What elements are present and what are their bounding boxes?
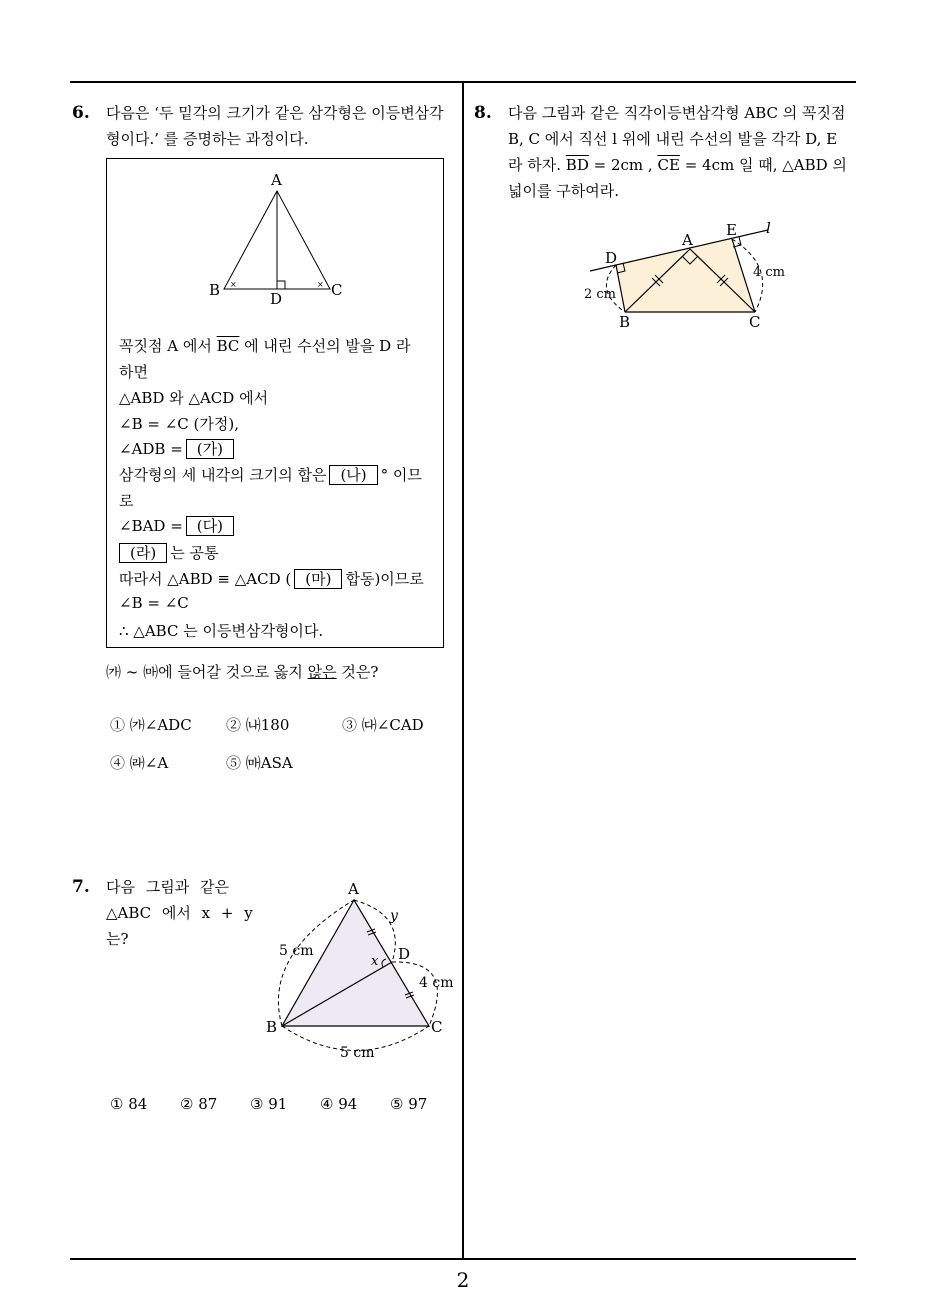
q6-text <box>106 100 444 152</box>
proof-line-9-post: 는 공통 <box>170 544 219 562</box>
q6-label-d: D <box>270 290 283 308</box>
q8-text-line2: B, C 에서 직선 l 위에 내린 수선의 발을 각각 D, E <box>508 130 838 148</box>
q6-right-angle-mark <box>277 281 285 289</box>
proof-line-10-pre: 따라서 △ABD ≡ △ACD ( <box>119 570 292 588</box>
bottom-rule <box>70 1258 856 1260</box>
proof-line-9 <box>119 542 218 563</box>
proof-line-1-post: 에 내린 수선의 발을 D 라 <box>244 337 411 355</box>
proof-line-5-pre: ∠ADB = <box>119 440 183 458</box>
q6-text-line2: 형이다.’ 를 증명하는 과정이다. <box>106 130 309 148</box>
q8-label-a: A <box>682 231 693 249</box>
blank-na: (나) <box>329 465 377 485</box>
q7-label-x: x <box>371 954 379 969</box>
proof-line-1-pre: 꼭짓점 A 에서 <box>119 337 212 355</box>
proof-line-10-post: 합동)이므로 <box>345 570 424 588</box>
segment-ce: $\overline{CE}$ <box>657 156 680 174</box>
q6-label-c: C <box>331 281 343 299</box>
q6-text-line1: 다음은 ‘두 밑각의 크기가 같은 삼각형은 이등변삼각 <box>106 104 444 122</box>
q8-label-c: C <box>749 313 761 331</box>
q7-choice-1[interactable]: ① 84 <box>110 1095 148 1113</box>
segment-bc: $\overline{BC}$ <box>216 337 240 355</box>
q6-choice-3[interactable]: ③ ㈐∠CAD <box>342 716 424 734</box>
blank-ma: (마) <box>294 569 342 589</box>
q6-question-pre: ㈎ ~ ㈒에 들어갈 것으로 옳지 <box>106 663 303 681</box>
q8-line3-mid1: = 2cm , <box>593 156 653 174</box>
q8-label-d: D <box>605 249 618 267</box>
proof-line-11: ∠B = ∠C <box>119 594 189 612</box>
q6-number: 6. <box>72 103 90 123</box>
q6-question <box>106 659 378 685</box>
q6-tick-c: × <box>317 280 324 289</box>
q7-label-y: y <box>390 908 398 924</box>
blank-ra: (라) <box>119 543 167 563</box>
page-number: 2 <box>456 1268 470 1292</box>
proof-line-4: ∠B = ∠C (가정), <box>119 415 239 433</box>
q7-label-a: A <box>348 880 359 898</box>
q8-label-b: B <box>619 313 631 331</box>
q8-text-line4: 넓이를 구하여라. <box>508 182 619 200</box>
proof-line-5 <box>119 439 237 459</box>
q6-choice-4[interactable]: ④ ㈑∠A <box>110 754 169 772</box>
q7-text-line1: 다음 그림과 같은 <box>106 878 229 896</box>
q7-text-line2: △ABC 에서 x + y <box>106 904 253 922</box>
q6-question-under: 않은 <box>307 663 337 681</box>
proof-line-10 <box>119 568 424 589</box>
q8-label-ce: 4 cm <box>753 265 786 280</box>
q6-label-b: B <box>209 281 221 299</box>
q6-tick-b: × <box>230 280 237 289</box>
proof-line-3: △ABD 와 △ACD 에서 <box>119 389 269 407</box>
proof-line-8-pre: ∠BAD = <box>119 517 183 535</box>
q7-number: 7. <box>72 877 90 897</box>
q8-text-line1: 다음 그림과 같은 직각이등변삼각형 ABC 의 꼭짓점 <box>508 104 846 122</box>
q6-question-post: 것은? <box>341 663 379 681</box>
q7-label-ab: 5 cm <box>279 943 314 959</box>
q8-label-bd: 2 cm <box>584 287 617 302</box>
q7-choice-5[interactable]: ⑤ 97 <box>390 1095 428 1113</box>
q8-text-line3 <box>508 152 847 178</box>
blank-da: (다) <box>186 516 234 536</box>
blank-ga: (가) <box>186 439 234 459</box>
q8-line3-pre: 라 하자. <box>508 156 562 174</box>
q6-proof-box <box>106 158 444 648</box>
proof-line-2: 하면 <box>119 363 148 381</box>
q6-label-a: A <box>271 171 282 189</box>
q7-label-c: C <box>431 1018 443 1036</box>
q8-text <box>508 100 847 204</box>
column-divider <box>462 81 464 1259</box>
q7-label-d: D <box>398 945 411 963</box>
q7-label-b: B <box>266 1018 278 1036</box>
q8-number: 8. <box>474 103 492 123</box>
q6-choice-1[interactable]: ① ㈎∠ADC <box>110 716 192 734</box>
proof-line-6-pre: 삼각형의 세 내각의 크기의 합은 <box>119 466 327 484</box>
q6-choice-5[interactable]: ⑤ ㈒ASA <box>226 754 293 772</box>
q7-choice-2[interactable]: ② 87 <box>180 1095 218 1113</box>
q7-choice-3[interactable]: ③ 91 <box>250 1095 288 1113</box>
q8-figure <box>578 218 808 338</box>
q7-label-bc: 5 cm <box>340 1045 375 1061</box>
q8-label-l: l <box>766 219 771 237</box>
q7-choice-4[interactable]: ④ 94 <box>320 1095 358 1113</box>
q6-choice-2[interactable]: ② ㈏180 <box>226 716 290 734</box>
q7-text-line3: 는? <box>106 930 129 948</box>
q8-line3-mid2: = 4cm 일 때, △ABD 의 <box>684 156 847 174</box>
q7-label-dc: 4 cm <box>419 975 454 991</box>
proof-line-6-post: ° 이므 <box>380 466 422 484</box>
proof-line-8 <box>119 516 237 536</box>
proof-line-1 <box>119 335 410 356</box>
proof-line-7: 로 <box>119 492 134 510</box>
q6-figure <box>107 159 445 309</box>
q7-figure <box>262 875 462 1065</box>
q8-label-e: E <box>726 221 737 239</box>
proof-line-6 <box>119 464 422 485</box>
segment-bd: $\overline{BD}$ <box>565 156 589 174</box>
q7-text <box>106 874 253 952</box>
proof-line-12: ∴ △ABC 는 이등변삼각형이다. <box>119 622 324 640</box>
